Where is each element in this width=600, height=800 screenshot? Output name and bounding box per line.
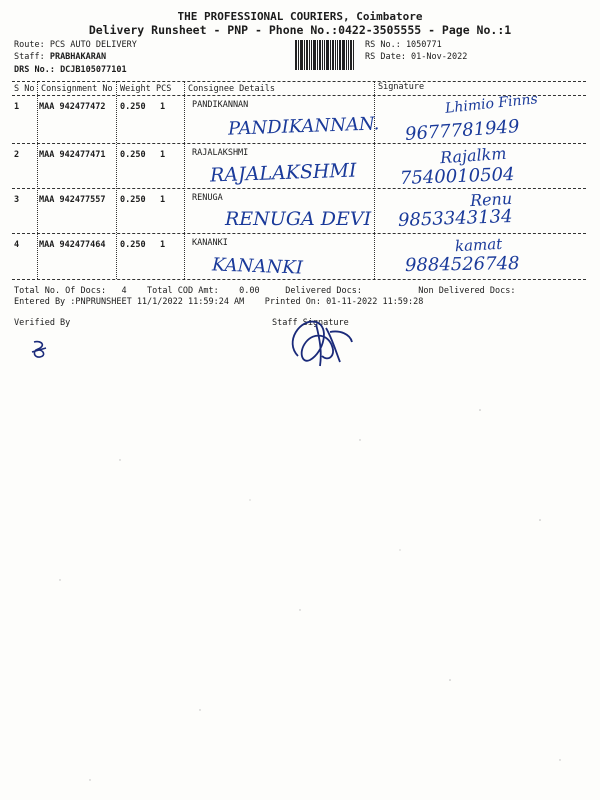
- entered-printed-line: Entered By :PNPRUNSHEET 11/1/2022 11:59:24 AM Printed On: 01-11-2022 11:59:28: [14, 297, 424, 307]
- barcode: [295, 40, 357, 70]
- table-top-rule: [12, 81, 586, 82]
- table-bottom-rule: [12, 279, 586, 280]
- rs-date: RS Date: 01-Nov-2022: [365, 52, 468, 62]
- rs-number: RS No.: 1050771: [365, 40, 442, 50]
- col-divider: [37, 81, 38, 279]
- row-pcs: 1: [160, 195, 166, 205]
- staff-name: PRABHAKARAN: [49, 52, 107, 62]
- verifier-initials-mark: [28, 338, 52, 362]
- handwritten-phone: 9677781949: [404, 116, 521, 145]
- handwritten-phone: 7540010504: [399, 164, 515, 189]
- staff-signature-scribble: [280, 312, 360, 370]
- staff-label: Staff:: [14, 52, 50, 62]
- row-weight: 0.250: [120, 102, 146, 112]
- col-divider: [184, 81, 185, 279]
- col-header-pcs: PCS: [156, 84, 172, 94]
- col-header-consignment: Consignment No: [41, 84, 113, 94]
- row-consignee: KANANKI: [192, 238, 228, 248]
- row-sno: 2: [14, 150, 20, 160]
- scan-speckles: [0, 380, 600, 800]
- handwritten-signature: Rajalkm: [439, 143, 508, 168]
- row-weight: 0.250: [120, 150, 146, 160]
- row-consignee: RENUGA: [192, 193, 223, 203]
- route-text: Route: PCS AUTO DELIVERY: [14, 40, 137, 50]
- handwritten-signature: Lhimio Finns: [444, 91, 539, 117]
- row-consignment: MAA 942477471: [39, 150, 106, 160]
- row-pcs: 1: [160, 240, 166, 250]
- row-sno: 1: [14, 102, 20, 112]
- row-consignee: PANDIKANNAN: [192, 100, 249, 110]
- col-divider: [116, 81, 117, 279]
- row-pcs: 1: [160, 102, 166, 112]
- row-consignment: MAA 942477464: [39, 240, 106, 250]
- col-divider: [374, 81, 375, 279]
- drs-line: [14, 65, 127, 75]
- row-weight: 0.250: [120, 240, 146, 250]
- row-weight: 0.250: [120, 195, 146, 205]
- drs-label: DRS No.:: [14, 65, 61, 75]
- handwritten-signature: kamat: [454, 234, 503, 256]
- drs-value: DCJB105077101: [60, 65, 127, 75]
- row-consignee: RAJALAKSHMI: [192, 148, 249, 158]
- col-header-sno: S No: [14, 84, 35, 94]
- handwritten-name: KANANKI: [211, 254, 304, 279]
- row-pcs: 1: [160, 150, 166, 160]
- totals-line: Total No. Of Docs: 4 Total COD Amt: 0.00 Delivered Docs: Non Delivered Docs:: [14, 286, 516, 296]
- col-header-signature: Signature: [378, 82, 425, 92]
- handwritten-name: RAJALAKSHMI: [209, 159, 357, 187]
- col-header-weight: Weight: [120, 84, 151, 94]
- row-sno: 3: [14, 195, 20, 205]
- handwritten-phone: 9853343134: [397, 206, 513, 231]
- verified-by-label: Verified By: [14, 318, 71, 328]
- staff-line: [14, 52, 106, 62]
- row-consignment: MAA 942477472: [39, 102, 106, 112]
- runsheet-subtitle: Delivery Runsheet - PNP - Phone No.:0422-3505555 - Page No.:1: [88, 23, 512, 37]
- row-sno: 4: [14, 240, 20, 250]
- staff-signature-label: Staff Signature: [272, 318, 349, 328]
- row-consignment: MAA 942477557: [39, 195, 106, 205]
- handwritten-name: RENUGA DEVI: [225, 208, 372, 230]
- col-header-consignee: Consignee Details: [188, 84, 275, 94]
- handwritten-phone: 9884526748: [404, 253, 520, 276]
- company-title: THE PROFESSIONAL COURIERS, Coimbatore: [177, 10, 423, 23]
- handwritten-name: PANDIKANNAN.: [227, 113, 380, 140]
- handwritten-signature: Renu: [469, 188, 513, 211]
